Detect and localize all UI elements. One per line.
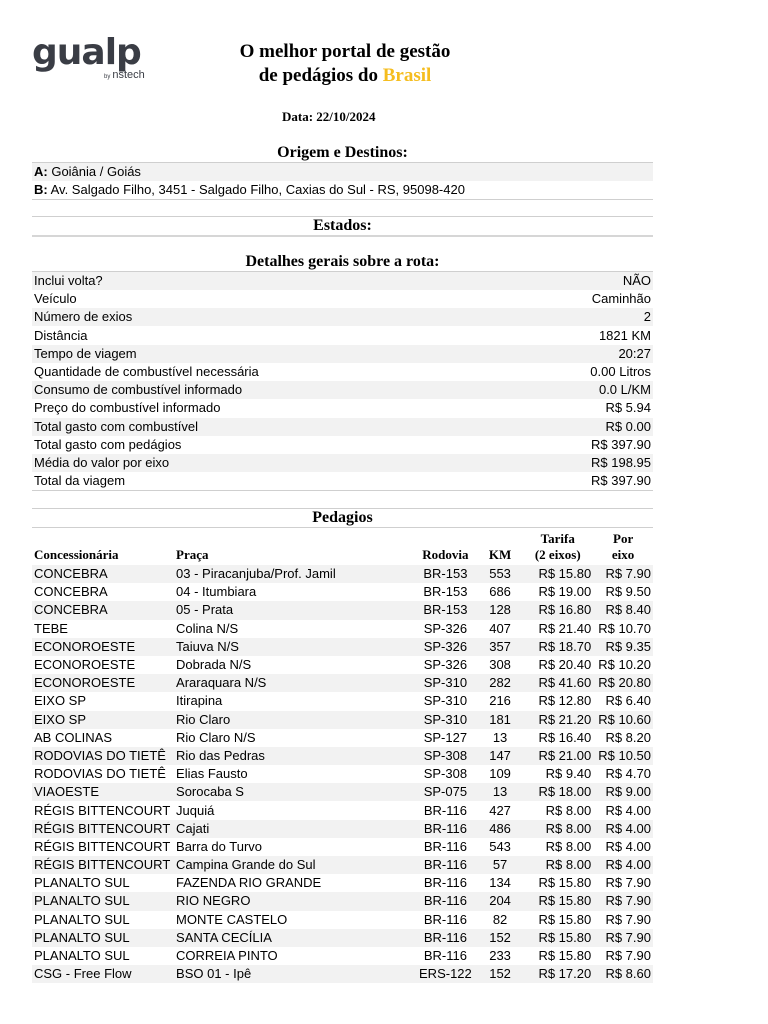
cell-concessionaria: CONCEBRA: [32, 565, 174, 583]
detail-row: [32, 436, 653, 454]
cell-tarifa: R$ 21.40: [538, 620, 592, 636]
headline-highlight: Brasil: [382, 65, 432, 86]
headline-line1: O melhor portal de gestão: [239, 41, 451, 62]
cell-km: 82: [492, 911, 508, 927]
cell-rodovia: BR-116: [423, 875, 467, 891]
cell-tarifa: R$ 15.80: [522, 892, 593, 910]
cell-rodovia: SP-326: [413, 638, 478, 656]
cell-concessionaria: RÉGIS BITTENCOURT: [34, 838, 171, 854]
cell-concessionaria: RÉGIS BITTENCOURT: [34, 802, 171, 818]
cell-tarifa: R$ 41.60: [522, 674, 593, 692]
table-row: [32, 565, 653, 583]
cell-tarifa: R$ 8.00: [545, 802, 592, 818]
table-row: [32, 747, 653, 765]
cell-concessionaria: PLANALTO SUL: [34, 911, 130, 927]
cell-praca: Barra do Turvo: [176, 838, 263, 854]
brand-logo: [32, 33, 152, 83]
cell-concessionaria: ECONOROESTE: [34, 657, 136, 673]
cell-concessionaria: RÉGIS BITTENCOURT: [32, 856, 174, 874]
table-row: [32, 674, 653, 692]
cell-tarifa: R$ 21.20: [522, 711, 593, 729]
cell-por-eixo: R$ 6.40: [605, 693, 651, 709]
cell-praca: Elias Fausto: [176, 766, 248, 782]
cell-por-eixo: R$ 4.00: [605, 838, 651, 854]
detail-label: Preço do combustível informado: [34, 400, 221, 416]
table-row: [32, 620, 653, 638]
table-row: [32, 874, 653, 892]
cell-concessionaria: TEBE: [34, 620, 68, 636]
table-row: [32, 929, 653, 947]
cell-por-eixo: R$ 4.00: [593, 856, 653, 874]
cell-praca: Juquiá: [176, 802, 215, 818]
cell-rodovia: BR-116: [413, 820, 478, 838]
detail-row: [32, 272, 653, 290]
cell-por-eixo: R$ 7.90: [593, 929, 653, 947]
cell-tarifa: R$ 19.00: [538, 584, 592, 600]
table-row: [32, 947, 653, 965]
cell-km: 109: [489, 766, 511, 782]
cell-praca: SANTA CECÍLIA: [174, 929, 413, 947]
cell-praca: 03 - Piracanjuba/Prof. Jamil: [174, 565, 413, 583]
cell-praca: CORREIA PINTO: [176, 948, 278, 964]
details-section-title: Detalhes gerais sobre a rota:: [245, 253, 440, 270]
cell-concessionaria: PLANALTO SUL: [34, 948, 130, 964]
cell-rodovia: SP-310: [413, 711, 478, 729]
cell-por-eixo: R$ 7.90: [593, 892, 653, 910]
table-row: [32, 838, 653, 856]
detail-value: R$ 198.95: [591, 455, 651, 470]
cell-praca: Rio das Pedras: [174, 747, 413, 765]
detail-value: R$ 0.00: [605, 418, 651, 434]
cell-concessionaria: PLANALTO SUL: [34, 875, 130, 891]
detail-value: R$ 5.94: [605, 400, 651, 416]
cell-rodovia: ERS-122: [413, 965, 478, 983]
cell-por-eixo: R$ 8.20: [605, 729, 651, 745]
table-row: [32, 783, 653, 801]
cell-praca: Rio Claro N/S: [176, 729, 256, 745]
cell-por-eixo: R$ 10.50: [593, 747, 653, 765]
table-row: [32, 892, 653, 910]
cell-concessionaria: ECONOROESTE: [32, 638, 174, 656]
tolls-table: [32, 531, 653, 983]
cell-concessionaria: CSG - Free Flow: [32, 965, 174, 983]
divider: [32, 235, 653, 237]
cell-por-eixo: R$ 7.90: [605, 911, 651, 927]
tolls-body: [32, 565, 653, 983]
cell-km: 57: [478, 856, 523, 874]
cell-tarifa: R$ 9.40: [545, 766, 592, 782]
cell-tarifa: R$ 15.80: [522, 565, 593, 583]
cell-praca: Dobrada N/S: [176, 657, 252, 673]
table-row: [32, 729, 653, 747]
cell-km: 152: [478, 929, 523, 947]
cell-praca: Colina N/S: [176, 620, 239, 636]
origin-row-a: A: Goiânia / Goiás: [32, 163, 653, 181]
detail-row: [32, 472, 653, 490]
detail-label: Inclui volta?: [34, 273, 103, 288]
cell-km: 543: [489, 838, 511, 854]
cell-rodovia: BR-153: [423, 584, 468, 600]
cell-rodovia: SP-308: [413, 747, 478, 765]
cell-concessionaria: CONCEBRA: [32, 601, 174, 619]
detail-row: [32, 363, 653, 381]
cell-rodovia: SP-075: [413, 783, 478, 801]
cell-por-eixo: R$ 10.60: [593, 711, 653, 729]
cell-praca: Rio Claro: [174, 711, 413, 729]
headline-line2: de pedágios do Brasil: [258, 65, 432, 86]
header-rodovia: Rodovia: [422, 547, 469, 562]
cell-km: 553: [478, 565, 523, 583]
cell-praca: 05 - Prata: [174, 601, 413, 619]
cell-rodovia: BR-116: [423, 911, 467, 927]
cell-rodovia: SP-326: [423, 620, 468, 636]
detail-label: Total gasto com combustível: [34, 418, 199, 434]
cell-km: 204: [478, 892, 523, 910]
cell-por-eixo: R$ 9.50: [605, 584, 651, 600]
cell-praca: Taiuva N/S: [174, 638, 413, 656]
cell-concessionaria: RODOVIAS DO TIETÊ: [34, 766, 166, 782]
cell-concessionaria: PLANALTO SUL: [32, 929, 174, 947]
table-row: [32, 583, 653, 601]
cell-praca: Itirapina: [176, 693, 223, 709]
cell-tarifa: R$ 18.00: [522, 783, 593, 801]
detail-label: Total da viagem: [34, 473, 126, 489]
cell-rodovia: BR-153: [413, 565, 478, 583]
cell-por-eixo: R$ 7.90: [605, 875, 651, 891]
detail-value: R$ 397.90: [591, 436, 651, 452]
header-por-eixo: Por eixo: [611, 531, 635, 562]
cell-concessionaria: RODOVIAS DO TIETÊ: [32, 747, 174, 765]
cell-praca: Campina Grande do Sul: [174, 856, 413, 874]
cell-praca: Cajati: [174, 820, 413, 838]
detail-label: Veículo: [34, 291, 77, 307]
cell-km: 128: [478, 601, 523, 619]
cell-rodovia: SP-127: [423, 729, 468, 745]
cell-praca: Sorocaba S: [174, 783, 413, 801]
cell-praca: 04 - Itumbiara: [176, 584, 257, 600]
cell-km: 407: [489, 620, 511, 636]
origin-row-b: B: Av. Salgado Filho, 3451 - Salgado Filho, Caxias do Sul - RS, 95098-420: [34, 182, 465, 197]
cell-por-eixo: R$ 4.00: [605, 802, 651, 818]
table-row: [32, 801, 653, 819]
cell-rodovia: SP-310: [413, 674, 478, 692]
cell-por-eixo: R$ 8.40: [593, 601, 653, 619]
page-headline: [230, 40, 460, 88]
detail-label: Quantidade de combustível necessária: [34, 364, 259, 379]
cell-tarifa: R$ 12.80: [538, 693, 592, 709]
cell-km: 147: [478, 747, 523, 765]
cell-tarifa: R$ 8.00: [545, 838, 592, 854]
cell-concessionaria: AB COLINAS: [34, 729, 113, 745]
table-row: [32, 601, 653, 619]
divider: [32, 527, 653, 528]
cell-km: 152: [478, 965, 523, 983]
cell-rodovia: BR-116: [423, 802, 467, 818]
cell-rodovia: SP-310: [423, 693, 468, 709]
header-tarifa: Tarifa (2 eixos): [534, 531, 581, 562]
cell-km: 308: [489, 657, 511, 673]
cell-praca: FAZENDA RIO GRANDE: [176, 875, 322, 891]
cell-praca: Araraquara N/S: [174, 674, 413, 692]
cell-tarifa: R$ 15.80: [538, 948, 592, 964]
origin-section-title: Origem e Destinos:: [277, 144, 408, 161]
cell-por-eixo: R$ 7.90: [593, 565, 653, 583]
logo-byline: by nstech: [104, 69, 145, 81]
table-row: [32, 820, 653, 838]
cell-km: 686: [489, 584, 511, 600]
header-concessionaria: Concessionária: [34, 547, 119, 562]
header-km: KM: [488, 547, 512, 562]
cell-rodovia: BR-116: [423, 948, 467, 964]
cell-km: 486: [478, 820, 523, 838]
cell-concessionaria: ECONOROESTE: [32, 674, 174, 692]
cell-rodovia: BR-116: [413, 892, 478, 910]
cell-concessionaria: RÉGIS BITTENCOURT: [32, 820, 174, 838]
cell-tarifa: R$ 20.40: [538, 657, 592, 673]
cell-por-eixo: R$ 10.70: [598, 620, 651, 636]
cell-km: 134: [489, 875, 511, 891]
detail-row: [32, 308, 653, 326]
detail-row: [32, 399, 653, 417]
detail-value: NÃO: [622, 273, 651, 288]
cell-tarifa: R$ 15.80: [538, 875, 592, 891]
cell-rodovia: SP-326: [423, 657, 468, 673]
divider: [32, 199, 653, 200]
cell-rodovia: BR-116: [413, 929, 478, 947]
cell-por-eixo: R$ 4.70: [605, 766, 651, 782]
table-row: [32, 692, 653, 710]
states-section-title: Estados:: [313, 217, 372, 234]
cell-tarifa: R$ 15.80: [538, 911, 592, 927]
detail-row: [32, 454, 653, 472]
table-row: [32, 965, 653, 983]
cell-concessionaria: PLANALTO SUL: [32, 892, 174, 910]
table-row: [32, 638, 653, 656]
cell-concessionaria: CONCEBRA: [34, 584, 108, 600]
cell-tarifa: R$ 21.00: [522, 747, 593, 765]
cell-tarifa: R$ 8.00: [522, 820, 593, 838]
cell-km: 233: [489, 948, 511, 964]
table-row: [32, 711, 653, 729]
cell-km: 181: [478, 711, 523, 729]
cell-tarifa: R$ 16.80: [522, 601, 593, 619]
cell-rodovia: SP-308: [423, 766, 468, 782]
cell-por-eixo: R$ 4.00: [593, 820, 653, 838]
divider: [32, 490, 653, 491]
detail-row: [32, 381, 653, 399]
detail-value: 2: [643, 309, 651, 325]
header-praca: Praça: [176, 547, 209, 562]
cell-km: 427: [489, 802, 511, 818]
cell-tarifa: R$ 17.20: [522, 965, 593, 983]
table-row: [32, 911, 653, 929]
cell-praca: MONTE CASTELO: [176, 911, 288, 927]
cell-rodovia: BR-116: [413, 856, 478, 874]
cell-rodovia: BR-153: [413, 601, 478, 619]
cell-por-eixo: R$ 10.20: [598, 657, 651, 673]
detail-row: [32, 345, 653, 363]
detail-row: [32, 327, 653, 345]
cell-por-eixo: R$ 20.80: [593, 674, 653, 692]
cell-km: 282: [478, 674, 523, 692]
tolls-section-title: Pedagios: [312, 509, 373, 526]
cell-km: 13: [492, 729, 508, 745]
cell-praca: RIO NEGRO: [174, 892, 413, 910]
cell-praca: BSO 01 - Ipê: [174, 965, 413, 983]
detail-value: R$ 397.90: [591, 473, 651, 489]
cell-km: 357: [478, 638, 523, 656]
cell-por-eixo: R$ 9.00: [593, 783, 653, 801]
detail-label: Número de exios: [34, 309, 133, 325]
detail-value: 1821 KM: [598, 327, 651, 343]
cell-tarifa: R$ 16.40: [538, 729, 592, 745]
cell-concessionaria: EIXO SP: [32, 711, 174, 729]
detail-value: 0.0 L/KM: [598, 382, 651, 398]
detail-row: [32, 290, 653, 308]
cell-concessionaria: EIXO SP: [34, 693, 87, 709]
table-row: [32, 765, 653, 783]
cell-tarifa: R$ 18.70: [522, 638, 593, 656]
cell-tarifa: R$ 15.80: [522, 929, 593, 947]
detail-label: Total gasto com pedágios: [34, 436, 182, 452]
table-row: [32, 856, 653, 874]
cell-por-eixo: R$ 9.35: [593, 638, 653, 656]
report-date: Data: 22/10/2024: [282, 109, 376, 124]
cell-por-eixo: R$ 7.90: [605, 948, 651, 964]
cell-concessionaria: VIAOESTE: [32, 783, 174, 801]
cell-km: 216: [489, 693, 511, 709]
table-row: [32, 656, 653, 674]
detail-label: Tempo de viagem: [34, 345, 137, 361]
logo-wordmark: gualp: [32, 32, 141, 73]
detail-label: Distância: [34, 327, 88, 343]
cell-tarifa: R$ 8.00: [522, 856, 593, 874]
detail-label: Consumo de combustível informado: [34, 382, 243, 398]
detail-value: Caminhão: [591, 291, 651, 307]
cell-rodovia: BR-116: [423, 838, 467, 854]
cell-por-eixo: R$ 8.60: [593, 965, 653, 983]
cell-km: 13: [478, 783, 523, 801]
detail-value: 20:27: [618, 345, 651, 361]
tolls-header-row: [32, 531, 653, 565]
detail-label: Média do valor por eixo: [34, 455, 170, 470]
detail-value: 0.00 Litros: [590, 364, 651, 379]
detail-row: [32, 418, 653, 436]
